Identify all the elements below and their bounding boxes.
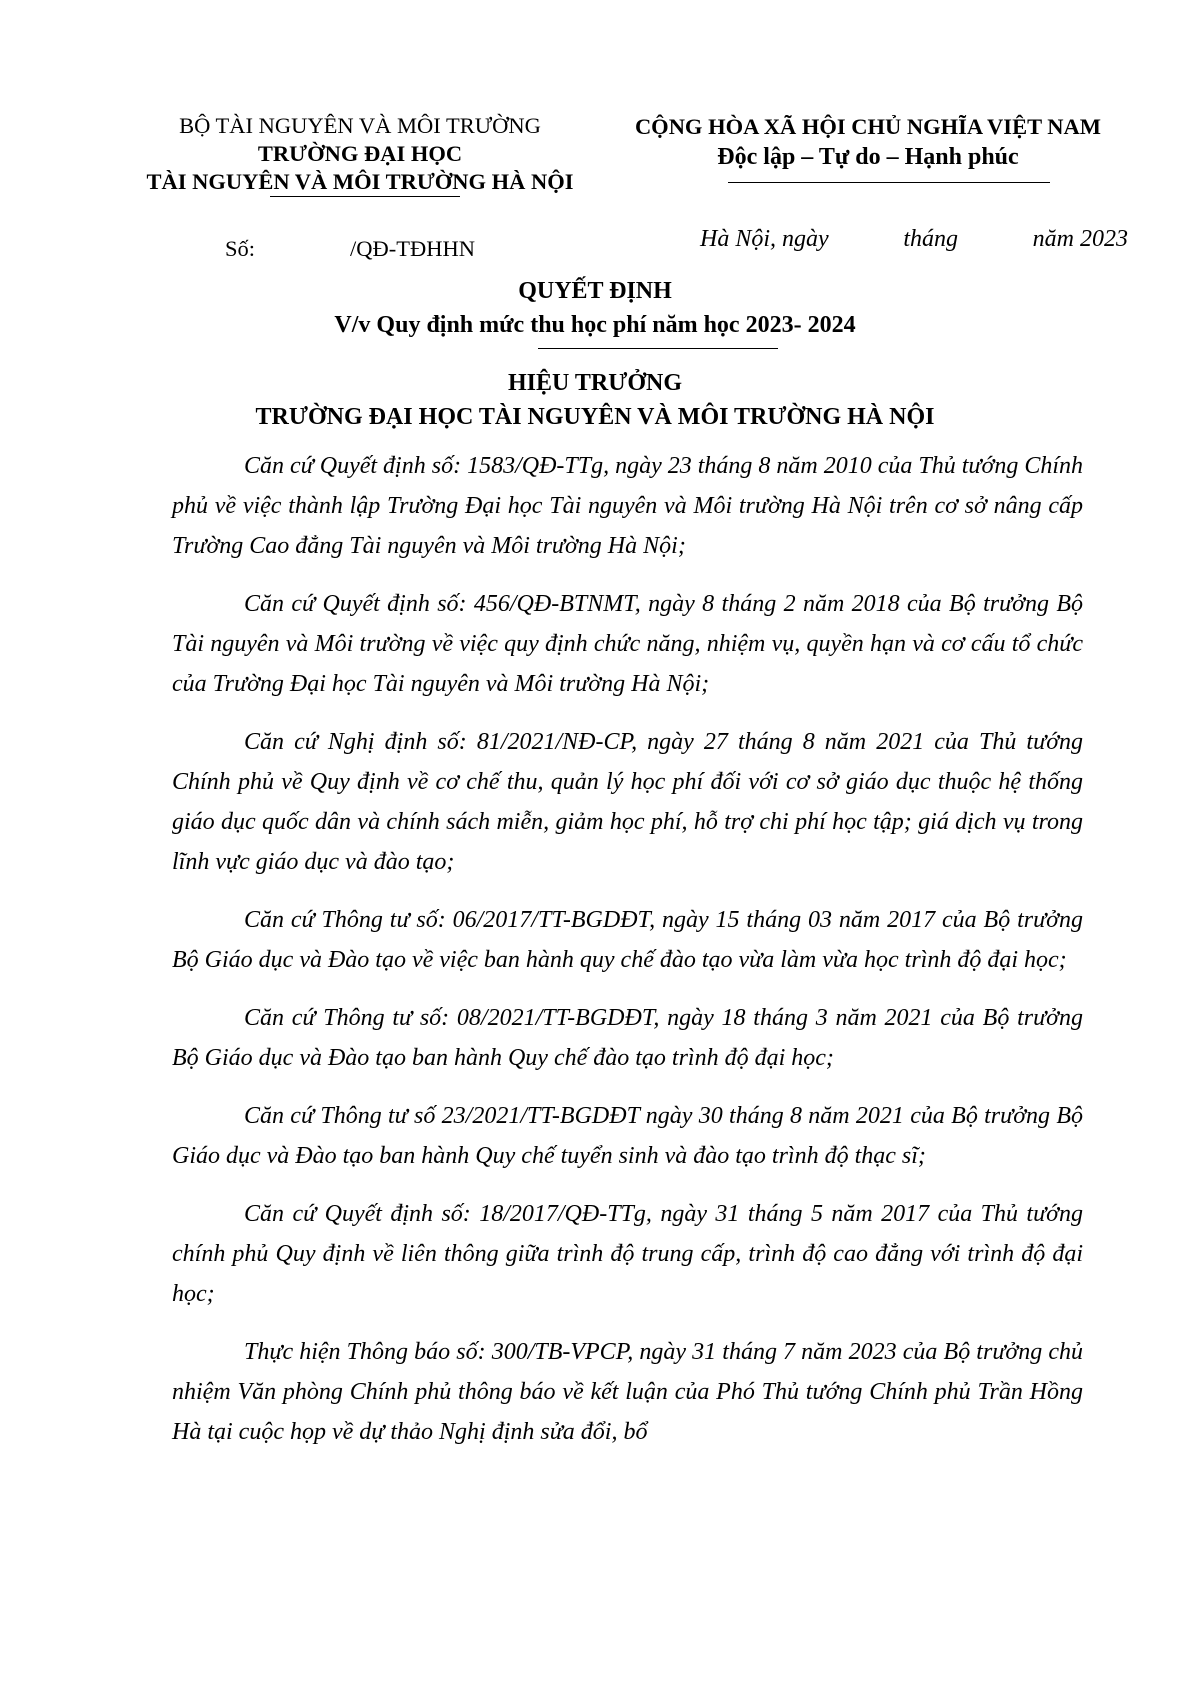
basis-paragraph: Căn cứ Quyết định số: 1583/QĐ-TTg, ngày 23 tháng 8 năm 2010 của Thủ tướng Chính phủ về việc thành lập Trường Đại học Tài nguyên và Môi trường Hà Nội trên cơ sở nâng cấp Trường Cao đẳng Tài nguyên và Môi trường Hà Nội;	[172, 453, 1083, 559]
issuing-agency	[120, 112, 600, 196]
decision-title: QUYẾT ĐỊNH	[518, 278, 672, 304]
legal-basis	[172, 446, 1083, 1470]
authority-school: TRƯỜNG ĐẠI HỌC TÀI NGUYÊN VÀ MÔI TRƯỜNG HÀ NỘI	[255, 404, 935, 430]
basis-paragraph: Căn cứ Thông tư số 23/2021/TT-BGDĐT ngày 30 tháng 8 năm 2021 của Bộ trưởng Bộ Giáo dục và Đào tạo ban hành Quy chế tuyển sinh và đào tạo trình độ thạc sĩ;	[172, 1103, 1083, 1169]
authority-title: HIỆU TRƯỞNG	[507, 370, 683, 396]
document-number-label: Số:	[225, 236, 256, 261]
decision-subject: V/v Quy định mức thu học phí năm học 2023- 2024	[334, 312, 856, 338]
basis-paragraph: Căn cứ Thông tư số: 08/2021/TT-BGDĐT, ngày 18 tháng 3 năm 2021 của Bộ trưởng Bộ Giáo dục và Đào tạo ban hành Quy chế đào tạo trình độ đại học;	[172, 1005, 1083, 1071]
place-date	[700, 226, 1128, 253]
school-name-line1: TRƯỜNG ĐẠI HỌC	[257, 141, 463, 166]
national-header	[608, 112, 1128, 172]
basis-paragraph: Căn cứ Nghị định số: 81/2021/NĐ-CP, ngày 27 tháng 8 năm 2021 của Thủ tướng Chính phủ về Quy định về cơ chế thu, quản lý học phí đối với cơ sở giáo dục thuộc hệ thống giáo dục quốc dân và chính sách miễn, giảm học phí, hỗ trợ chi phí học tập; giá dịch vụ trong lĩnh vực giáo dục và đào tạo;	[172, 729, 1083, 875]
country-name: CỘNG HÒA XÃ HỘI CHỦ NGHĨA VIỆT NAM	[634, 114, 1102, 139]
basis-paragraph: Thực hiện Thông báo số: 300/TB-VPCP, ngày 31 tháng 7 năm 2023 của Bộ trưởng chủ nhiệm Văn phòng Chính phủ thông báo về kết luận của Phó Thủ tướng Chính phủ Trần Hồng Hà tại cuộc họp về dự thảo Nghị định sửa đổi, bổ	[172, 1339, 1083, 1445]
agency-underline	[270, 196, 460, 197]
motto-underline	[728, 182, 1050, 183]
national-motto: Độc lập – Tự do – Hạnh phúc	[717, 144, 1019, 170]
date-year: năm 2023	[1032, 226, 1128, 252]
document-number-code: /QĐ-TĐHHN	[350, 236, 475, 261]
basis-paragraph: Căn cứ Quyết định số: 456/QĐ-BTNMT, ngày 8 tháng 2 năm 2018 của Bộ trưởng Bộ Tài nguyên và Môi trường về việc quy định chức năng, nhiệm vụ, quyền hạn và cơ cấu tổ chức của Trường Đại học Tài nguyên và Môi trường Hà Nội;	[172, 591, 1083, 697]
subject-underline	[538, 348, 778, 349]
date-place: Hà Nội, ngày	[700, 226, 829, 252]
basis-paragraph: Căn cứ Thông tư số: 06/2017/TT-BGDĐT, ngày 15 tháng 03 năm 2017 của Bộ trưởng Bộ Giáo dục và Đào tạo về việc ban hành quy chế đào tạo vừa làm vừa học trình độ đại học;	[172, 907, 1083, 973]
date-month: tháng	[903, 226, 958, 252]
school-name-line2: TÀI NGUYÊN VÀ MÔI TRƯỜNG HÀ NỘI	[146, 169, 574, 194]
basis-paragraph: Căn cứ Quyết định số: 18/2017/QĐ-TTg, ngày 31 tháng 5 năm 2017 của Thủ tướng chính phủ Quy định về liên thông giữa trình độ trung cấp, trình độ cao đẳng với trình độ đại học;	[172, 1201, 1083, 1307]
ministry-name: BỘ TÀI NGUYÊN VÀ MÔI TRƯỜNG	[179, 113, 541, 138]
